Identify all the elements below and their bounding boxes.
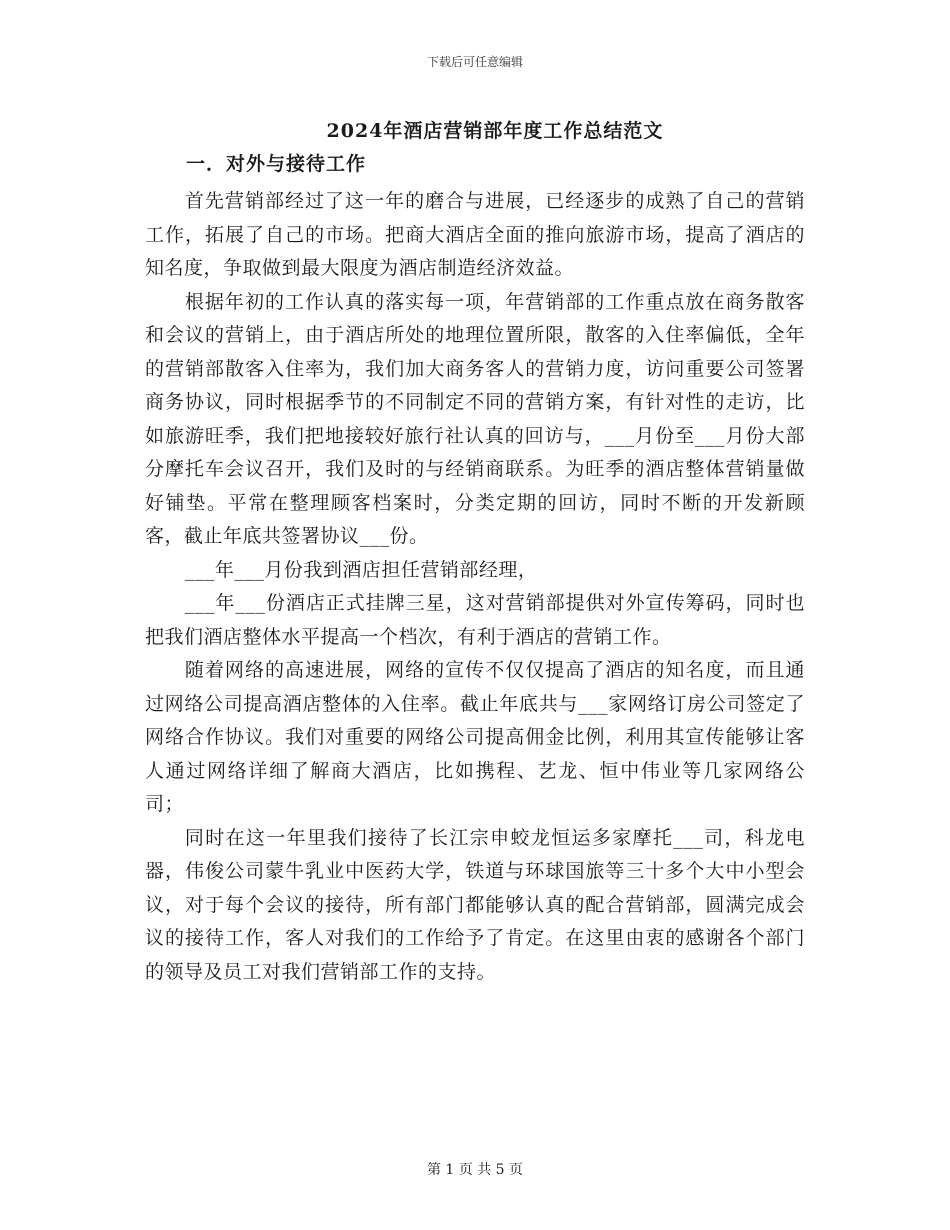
- page-header-note: 下载后可任意编辑: [426, 55, 523, 69]
- paragraph: ___年___月份我到酒店担任营销部经理，: [184, 558, 538, 581]
- document-title: 2024年酒店营销部年度工作总结范文: [326, 120, 664, 142]
- paragraph: ___年___份酒店正式挂牌三星，这对营销部提供对外宣传筹码，同时也把我们酒店整体水平提高一个档次，有利于酒店的营销工作。: [145, 592, 805, 648]
- document-body: [145, 185, 805, 989]
- paragraph: 根据年初的工作认真的落实每一项，年营销部的工作重点放在商务散客和会议的营销上，由于酒店所处的地理位置所限，散客的入住率偏低，全年的营销部散客入住率为，我们加大商务客人的营销力度，访问重要公司签署商务协议，同时根据季节的不同制定不同的营销方案，有针对性的走访，比如旅游旺季，我们把地接较好旅行社认真的回访与，___月份至___月份大部分摩托车会议召开，我们及时的与经销商联系。为旺季的酒店整体营销量做好铺垫。平常在整理顾客档案时，分类定期的回访，同时不断的开发新顾客，截止年底共签署协议___份。: [145, 290, 805, 547]
- paragraph: 同时在这一年里我们接待了长江宗申蛟龙恒运多家摩托___司，科龙电器，伟俊公司蒙牛乳业中医药大学，铁道与环球国旅等三十多个大中小型会议，对于每个会议的接待，所有部门都能够认真的配合营销部，圆满完成会议的接待工作，客人对我们的工作给予了肯定。在这里由衷的感谢各个部门的领导及员工对我们营销部工作的支持。: [145, 826, 805, 983]
- page-number-footer: 第 1 页 共 5 页: [426, 1162, 524, 1178]
- paragraph: 首先营销部经过了这一年的磨合与进展，已经逐步的成熟了自己的营销工作，拓展了自己的市场。把商大酒店全面的推向旅游市场，提高了酒店的知名度，争取做到最大限度为酒店制造经济效益。: [145, 190, 805, 279]
- section-heading: 一．对外与接待工作: [186, 153, 367, 175]
- paragraph: 随着网络的高速进展，网络的宣传不仅仅提高了酒店的知名度，而且通过网络公司提高酒店整体的入住率。截止年底共与___家网络订房公司签定了网络合作协议。我们对重要的网络公司提高佣金比例，利用其宣传能够让客人通过网络详细了解商大酒店，比如携程、艺龙、恒中伟业等几家网络公司；: [145, 659, 805, 815]
